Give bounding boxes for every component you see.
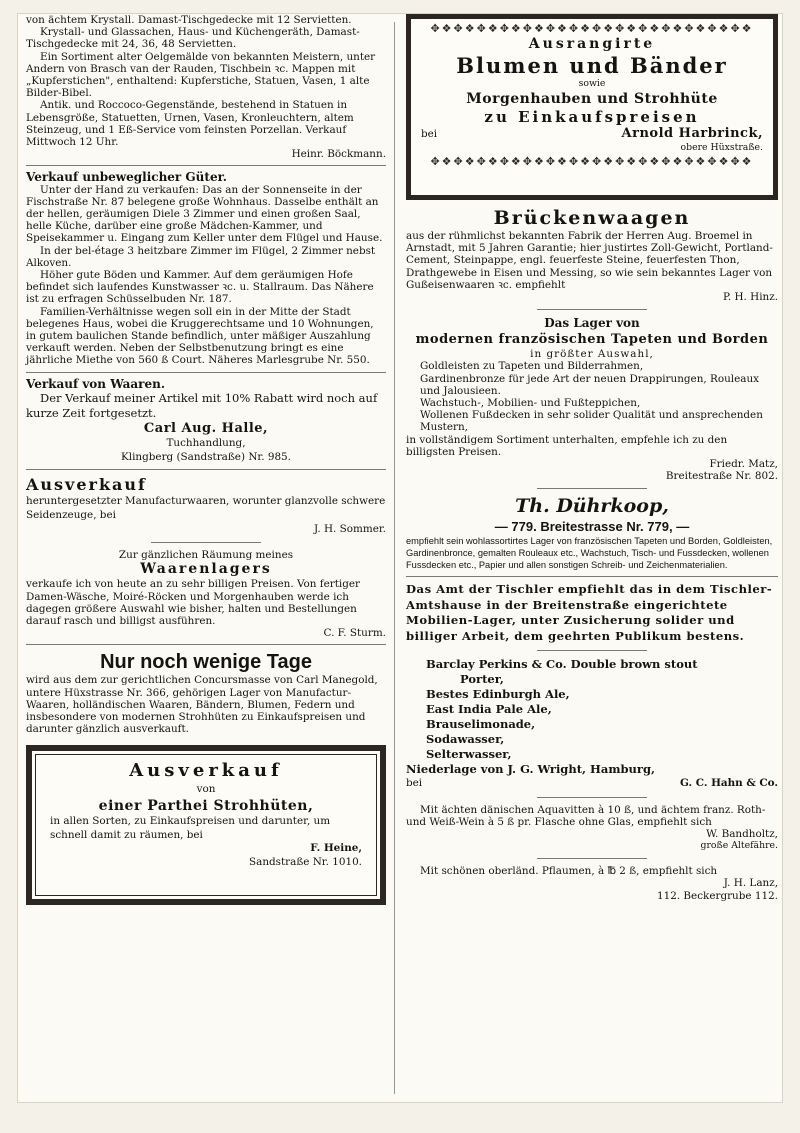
list-item: Barclay Perkins & Co. Double brown stout bbox=[426, 657, 698, 672]
list-item: Bestes Edinburgh Ale, bbox=[426, 687, 570, 702]
divider bbox=[406, 576, 778, 577]
ad-halle bbox=[26, 378, 386, 465]
list-item: Brauselimonade, bbox=[426, 717, 536, 732]
divider bbox=[537, 797, 647, 798]
ad-item: Gardinenbronze für jede Art der neuen Drappirungen, Rouleaux und Jalousieen. bbox=[420, 372, 759, 397]
merchant-address: obere Hüxstraße. bbox=[680, 141, 763, 153]
divider bbox=[537, 309, 647, 310]
ad-text: Mit ächten dänischen Aquavitten à 10 ß, und ächtem franz. Roth- und Weiß-Wein à 5 ß pr. Flasche ohne Glas, empfiehlt sich bbox=[406, 803, 766, 828]
divider bbox=[537, 650, 647, 651]
ad-wright bbox=[406, 657, 778, 791]
ad-text: wird aus dem zur gerichtlichen Concursmasse von Carl Manegold, untere Hüxstrasse Nr. 366, gehörigen Lager von Manufactur-Waaren, holländischen Waaren, Bändern, Blumen, Federn und insbesondere von modernen Strohhüten zu Einkaufspreisen und darunter gänzlich ausverkauft. bbox=[26, 674, 378, 736]
ad-line: Morgenhauben und Strohhüte bbox=[466, 91, 718, 107]
divider bbox=[26, 372, 386, 373]
merchant-name: F. Heine, bbox=[310, 842, 362, 855]
ad-line: von ächtem Krystall. Damast-Tischgedecke mit 12 Servietten. bbox=[26, 14, 352, 26]
column-divider bbox=[394, 22, 395, 1094]
ad-harbrinck-frame bbox=[406, 14, 778, 200]
ad-title: Ausverkauf bbox=[129, 760, 283, 782]
merchant-name: Carl Aug. Halle, bbox=[143, 421, 269, 437]
bei-label: bei bbox=[421, 128, 438, 140]
ad-intro: Zur gänzlichen Räumung meines bbox=[118, 549, 294, 562]
list-item: Porter, bbox=[460, 672, 504, 687]
ad-text: Das Amt der Tischler empfiehlt das in dem Tischler-Amtshause in der Breitenstraße eingerichtete Mobilien-Lager, unter Zusicherung solider und billiger Arbeit, dem geehrten Publikum bestens. bbox=[406, 582, 773, 643]
ad-manegold bbox=[26, 650, 386, 735]
ad-line: Antik. und Roccoco-Gegenstände, bestehend in Statuen in Lebensgröße, Statuetten, Urnen, Vasen, Kronleuchtern, altem Steinzeug, und 1 Eß-Service vom feinsten Porzellan. Verkauf Mittwoch 12 Uhr. bbox=[26, 99, 354, 149]
ad-sturm bbox=[26, 549, 386, 639]
newspaper-page bbox=[18, 14, 782, 1102]
ad-bandholtz bbox=[406, 804, 778, 853]
signature: P. H. Hinz. bbox=[722, 291, 778, 304]
ad-headline: einer Parthei Strohhüten, bbox=[98, 798, 314, 815]
ad-text: aus der rühmlichst bekannten Fabrik der Herren Aug. Broemel in Arnstadt, mit 5 Jahren Garantie; hier justirtes Zoll-Gewicht, Portland-Cement, Steinpappe, engl. feuerfeste Steine, feuerfesten Thon, Drathgewebe in Eisen und Messing, so wie sein bekanntes Lager von Gußeisenwaaren ꝛc. empfiehlt bbox=[406, 230, 773, 291]
ad-title: Ausverkauf bbox=[26, 475, 147, 495]
ad-depot: Niederlage von J. G. Wright, Hamburg, bbox=[406, 762, 656, 777]
merchant-firm: Tuchhandlung, bbox=[166, 437, 246, 450]
ad-paragraph: Familien-Verhältnisse wegen soll ein in der Mitte der Stadt belegenes Haus, wobei die Kruggerechtsame und 10 Wohnungen, in gutem baulichen Stande befindlich, unter mäßiger Auszahlung verkauft werden. Neben der Selbstbenutzung bringt es eine jährliche Miethe von 560 ß Court. Näheres Marlesgrube Nr. 550. bbox=[26, 305, 374, 367]
ad-paragraph: Unter der Hand zu verkaufen: Das an der Sonnenseite in der Fischstraße Nr. 87 belegene große Wohnhaus. Dasselbe enthält an der hellen, geräumigen Diele 3 Zimmer und einen großen Saal, helle Küche, darüber eine große Mädchen-Kammer, und Speisekammer u. Eingang zum Keller unter dem Flügel und Hause. bbox=[26, 183, 383, 245]
merchant-address: große Altefähre. bbox=[700, 840, 778, 852]
left-column bbox=[26, 14, 386, 1102]
ad-title: Nur noch wenige Tage bbox=[100, 651, 312, 674]
ad-text: in vollständigem Sortiment unterhalten, empfehle ich zu den billigsten Preisen. bbox=[406, 433, 728, 458]
merchant-address: Sandstraße Nr. 1010. bbox=[249, 855, 362, 868]
ad-line: Krystall- und Glassachen, Haus- und Küchengeräth, Damast-Tischgedecke mit 24, 36, 48 Servietten. bbox=[26, 26, 360, 51]
merchant-name: Arnold Harbrinck, bbox=[621, 126, 763, 141]
ad-lanz bbox=[406, 865, 778, 902]
divider bbox=[537, 488, 647, 489]
ad-item: Wachstuch-, Mobilien- und Fußteppichen, bbox=[420, 397, 641, 410]
list-item: East India Pale Ale, bbox=[426, 702, 552, 717]
agent-name: G. C. Hahn & Co. bbox=[680, 777, 778, 790]
ad-headline: modernen französischen Tapeten und Borden bbox=[415, 332, 769, 348]
ad-hinz bbox=[406, 206, 778, 303]
beer-list bbox=[406, 657, 778, 762]
divider bbox=[26, 469, 386, 470]
ad-title: Das Lager von bbox=[544, 316, 640, 331]
ad-real-estate bbox=[26, 171, 386, 366]
bei-label: bei bbox=[406, 777, 423, 790]
divider bbox=[26, 644, 386, 645]
merchant-address: Klingberg (Sandstraße) Nr. 985. bbox=[121, 450, 291, 463]
ad-item: Wollenen Fußdecken in sehr solider Qualität und ansprechenden Mustern, bbox=[420, 409, 763, 434]
ad-text: heruntergesetzter Manufacturwaaren, worunter glanzvolle schwere Seidenzeuge, bei bbox=[26, 495, 386, 522]
divider bbox=[537, 858, 647, 859]
signature: J. H. Sommer. bbox=[314, 522, 386, 535]
ad-heine-frame bbox=[26, 745, 386, 905]
list-item: Selterwasser, bbox=[426, 747, 512, 762]
divider bbox=[151, 542, 261, 543]
ad-line: sowie bbox=[578, 78, 606, 89]
ad-title: Waarenlagers bbox=[140, 561, 272, 578]
ad-text: Mit schönen oberländ. Pflaumen, à ℔ 2 ß, empfiehlt sich bbox=[420, 865, 718, 878]
ornament-border: ✥❖✥❖✥❖✥❖✥❖✥❖✥❖✥❖✥❖✥❖✥❖✥❖✥❖✥❖ bbox=[430, 23, 754, 35]
ad-title: Brückenwaagen bbox=[493, 207, 691, 229]
ad-headline: Blumen und Bänder bbox=[456, 53, 728, 78]
agent-row bbox=[406, 777, 778, 791]
merchant-address: — 779. Breitestrasse Nr. 779, — bbox=[494, 519, 690, 535]
merchant-name: J. H. Lanz, bbox=[723, 877, 778, 890]
ad-text: verkaufe ich von heute an zu sehr billigen Preisen. Von fertiger Damen-Wäsche, Moiré-Röcken und Morgenhauben werde ich dagegen größere Auswahl wie bisher, halten und Bestellungen darauf rasch und billigst ausführen. bbox=[26, 578, 360, 628]
ad-line: Ausrangirte bbox=[528, 36, 656, 52]
right-column bbox=[406, 14, 778, 1102]
ad-sommer bbox=[26, 475, 386, 536]
ad-duehrkoop bbox=[406, 495, 778, 571]
ad-tischler bbox=[406, 582, 778, 644]
ad-matz bbox=[406, 316, 778, 482]
ad-subtitle: in größter Auswahl, bbox=[530, 348, 654, 361]
ad-line: zu Einkaufspreisen bbox=[484, 108, 700, 126]
ad-boeckmann bbox=[26, 14, 386, 160]
ornament-border: ✥❖✥❖✥❖✥❖✥❖✥❖✥❖✥❖✥❖✥❖✥❖✥❖✥❖✥❖ bbox=[430, 155, 754, 168]
ad-title: Verkauf von Waaren. bbox=[26, 376, 166, 391]
list-item: Sodawasser, bbox=[426, 732, 505, 747]
ad-paragraph: In der bel-étage 3 heitzbare Zimmer im Flügel, 2 Zimmer nebst Alkoven. bbox=[26, 244, 376, 269]
merchant-name: W. Bandholtz, bbox=[706, 828, 778, 841]
divider bbox=[26, 165, 386, 166]
merchant-address: Breitestraße Nr. 802. bbox=[665, 470, 778, 483]
signature: Heinr. Böckmann. bbox=[291, 148, 386, 161]
ad-paragraph: Höher gute Böden und Kammer. Auf dem geräumigen Hofe befindet sich laufendes Kunstwasser ꝛc. u. Stallraum. Das Nähere ist zu erfragen Schüsselbuden Nr. 187. bbox=[26, 269, 374, 306]
ad-item: Goldleisten zu Tapeten und Bilderrahmen, bbox=[420, 360, 644, 373]
ad-text: in allen Sorten, zu Einkaufspreisen und darunter, um schnell damit zu räumen, bei bbox=[50, 815, 331, 841]
ad-text: empfiehlt sein wohlassortirtes Lager von französischen Tapeten und Borden, Goldleisten, Gardinenbronce, gemalten Rouleaux etc., Wachstuch, Tisch- und Fussdecken, wollenen Fussdecken etc., Papier und allen sonstigen Schreib- und Zeichenmaterialien. bbox=[406, 536, 773, 571]
signature: C. F. Sturm. bbox=[323, 627, 386, 640]
merchant-name: Th. Dührkoop, bbox=[515, 495, 669, 518]
merchant-row bbox=[421, 127, 763, 142]
merchant-address: 112. Beckergrube 112. bbox=[656, 889, 778, 902]
ad-text: Der Verkauf meiner Artikel mit 10% Rabatt wird noch auf kurze Zeit fortgesetzt. bbox=[26, 391, 378, 421]
ad-von: von bbox=[196, 783, 216, 796]
ad-line: Ein Sortiment alter Oelgemälde von bekannten Meistern, unter Andern von Brasch van der Rauden, Tischbein ꝛc. Mappen mit „Kupferstichen", enthaltend: Kupferstiche, Statuen, Vasen, 1 alte Bilder-Bibel. bbox=[26, 50, 376, 100]
merchant-name: Friedr. Matz, bbox=[709, 458, 778, 471]
ad-title: Verkauf unbeweglicher Güter. bbox=[26, 170, 227, 185]
